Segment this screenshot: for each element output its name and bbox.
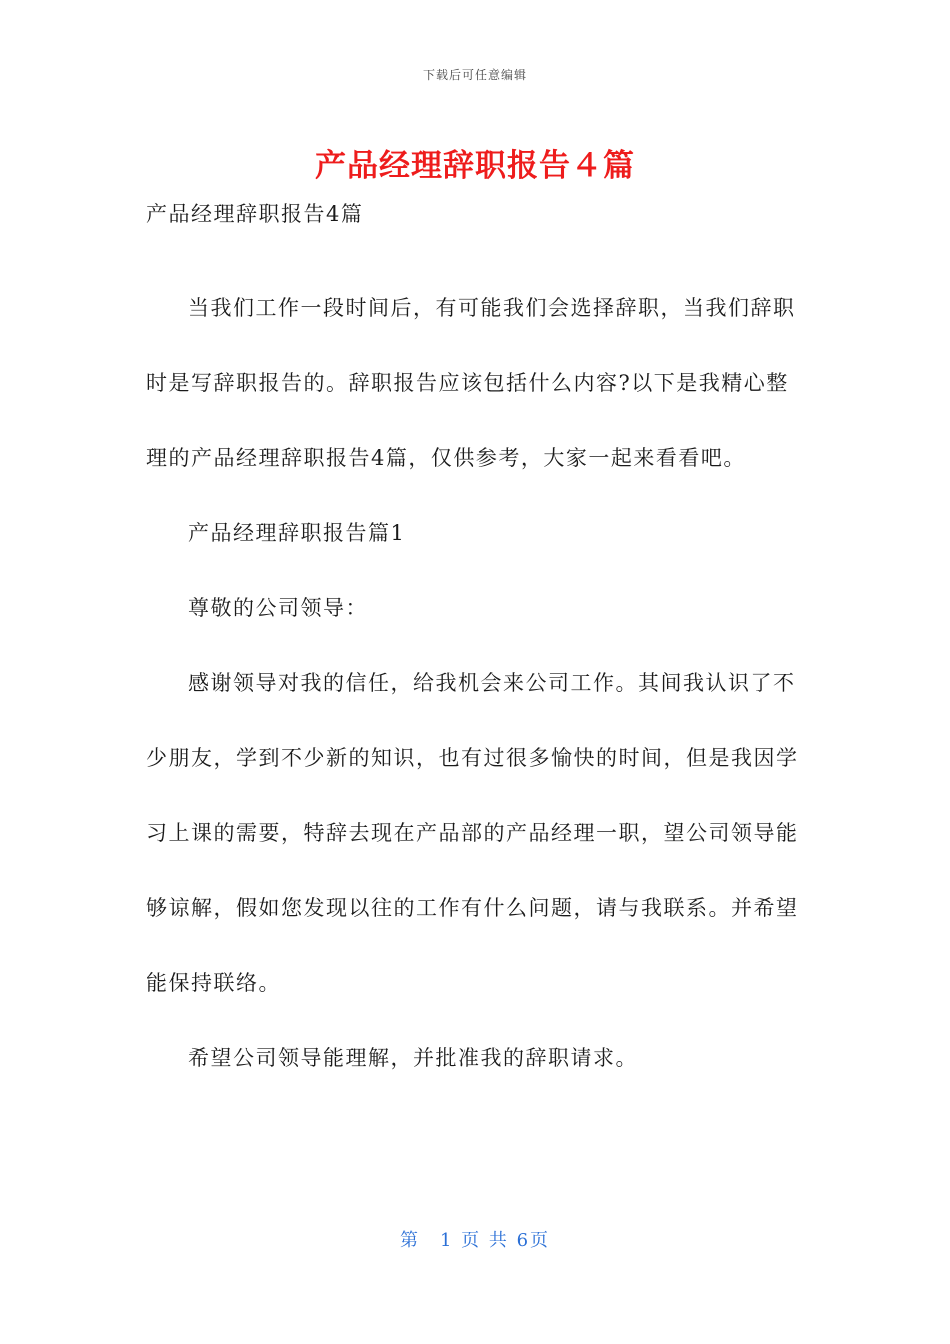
document-title: 产品经理辞职报告４篇: [315, 148, 635, 184]
section-heading: 产品经理辞职报告篇1: [188, 521, 406, 545]
page-number: 第 1 页 共 6页: [399, 1230, 551, 1251]
intro-paragraph: 当我们工作一段时间后，有可能我们会选择辞职，当我们辞职时是写辞职报告的。辞职报告应该包括什么内容?以下是我精心整理的产品经理辞职报告4篇，仅供参考，大家一起来看看吧。: [146, 296, 796, 470]
document-body: [146, 196, 806, 1096]
closing-paragraph: 希望公司领导能理解，并批准我的辞职请求。: [188, 1046, 638, 1070]
document-subtitle: 产品经理辞职报告4篇: [146, 202, 364, 226]
body-paragraph: 感谢领导对我的信任，给我机会来公司工作。其间我认识了不少朋友，学到不少新的知识，也有过很多愉快的时间，但是我因学习上课的需要，特辞去现在产品部的产品经理一职，望公司领导能够谅解，假如您发现以往的工作有什么问题，请与我联系。并希望能保持联络。: [146, 671, 799, 995]
salutation: 尊敬的公司领导：: [188, 596, 368, 620]
header-note: 下载后可任意编辑: [422, 68, 527, 82]
